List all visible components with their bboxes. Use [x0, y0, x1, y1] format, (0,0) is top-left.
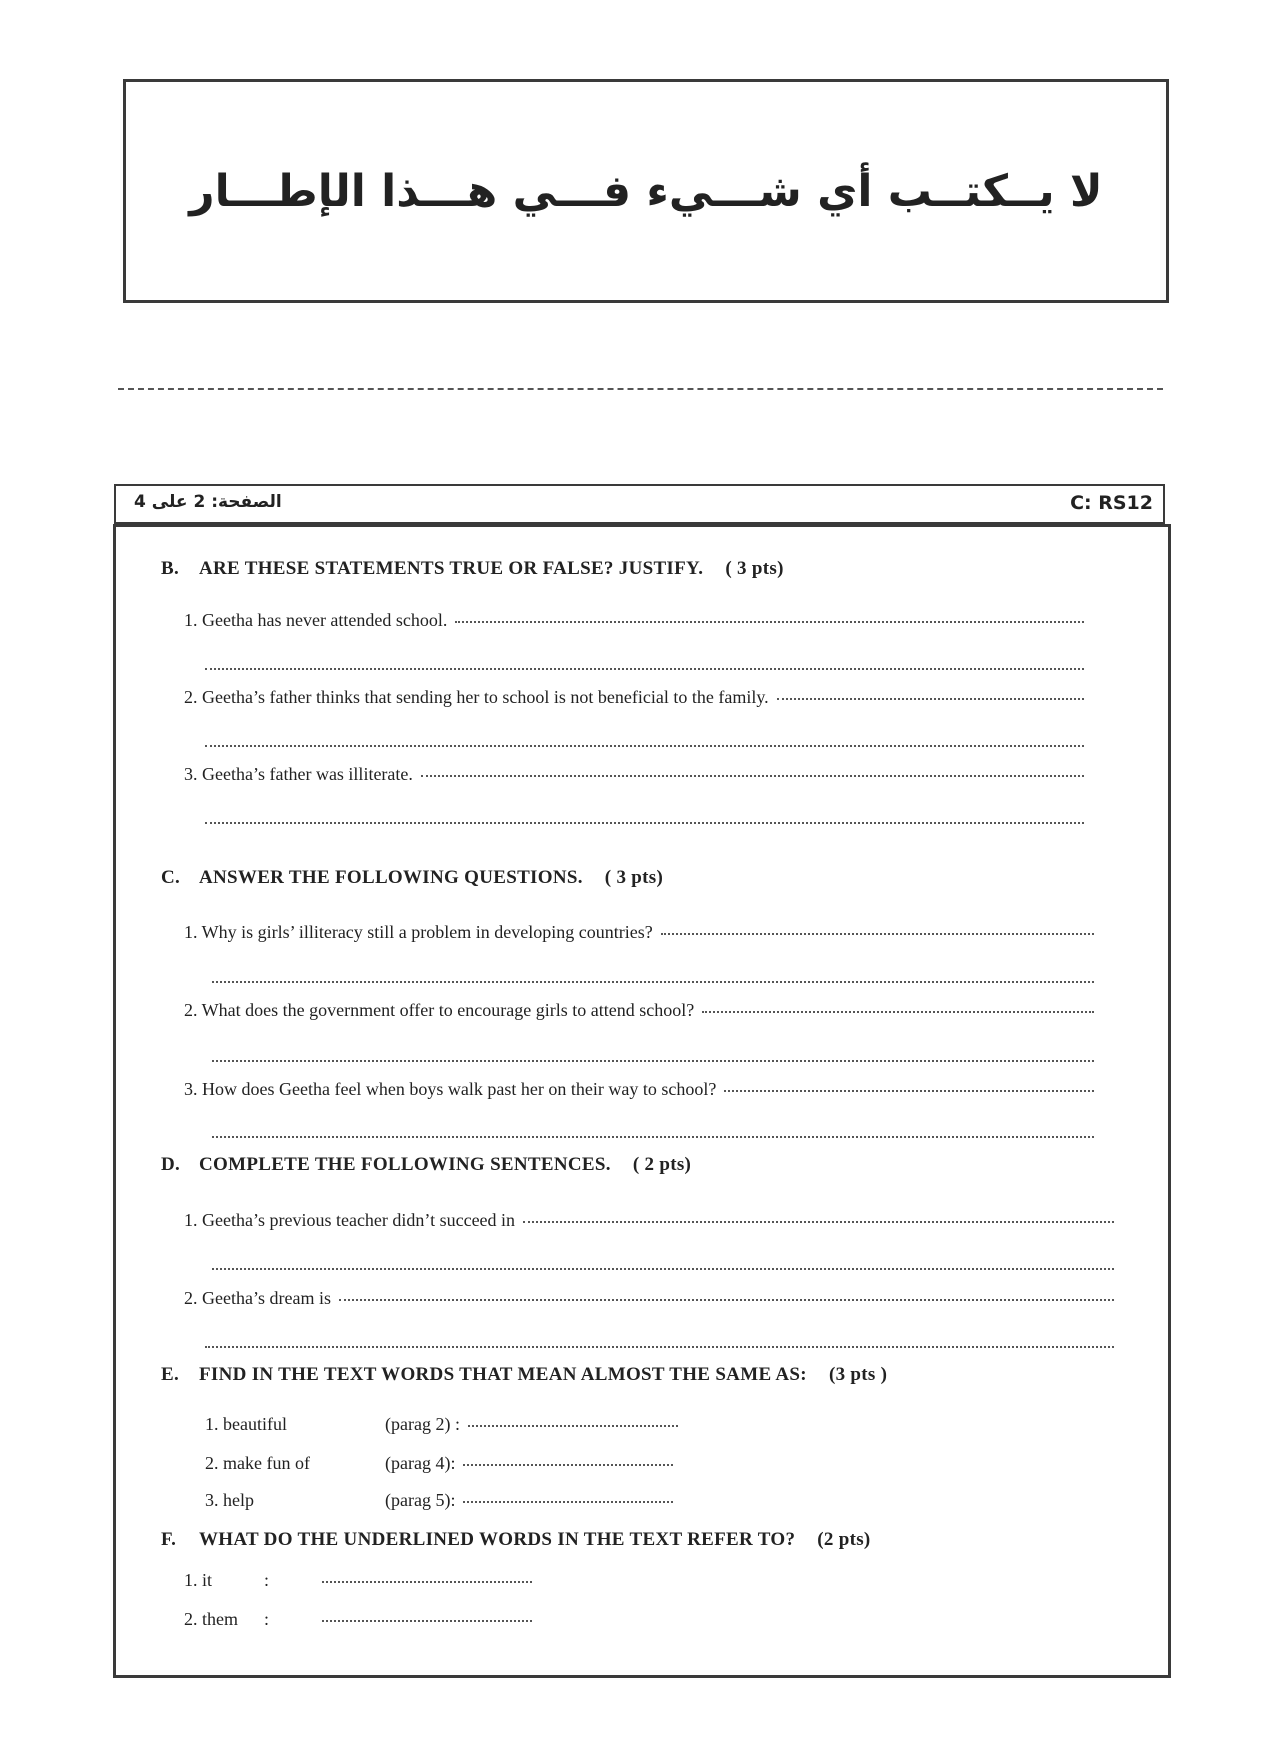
answer-dots [468, 1425, 678, 1427]
section-f-item-1-sep: : [264, 1570, 270, 1590]
section-b-heading: ARE THESE STATEMENTS TRUE OR FALSE? JUSTIFY. [199, 558, 704, 579]
section-e-item-2-paragraph: (parag 4): [385, 1453, 456, 1473]
section-c-heading: ANSWER THE FOLLOWING QUESTIONS. [199, 867, 583, 888]
answer-line[interactable] [205, 822, 1084, 824]
answer-line[interactable] [212, 1136, 1094, 1138]
section-c-letter: C. [161, 867, 181, 888]
section-d-points: ( 2 pts) [632, 1154, 692, 1175]
page-number-label: الصفحة: 2 على 4 [134, 492, 282, 512]
cut-line [118, 388, 1163, 390]
answer-line[interactable] [212, 981, 1094, 983]
section-b-points: ( 3 pts) [725, 558, 784, 579]
section-c-item-2[interactable] [184, 1000, 1094, 1021]
section-b-item-2-text: 2. Geetha’s father thinks that sending her to school is not beneficial to the family. [184, 687, 769, 707]
section-e-item-3-word: 3. help [205, 1490, 254, 1510]
section-f-item-2[interactable] [184, 1609, 532, 1630]
section-e-item-1-word: 1. beautiful [205, 1414, 287, 1434]
section-c-item-1[interactable] [184, 922, 1094, 943]
section-b-item-2[interactable] [184, 687, 1084, 708]
section-c-points: ( 3 pts) [604, 867, 664, 888]
answer-dots [322, 1620, 532, 1622]
answer-dots [421, 774, 1084, 777]
section-f-points: (2 pts) [817, 1529, 871, 1550]
answer-line[interactable] [205, 1346, 1114, 1348]
section-e-letter: E. [161, 1364, 180, 1385]
section-c-title [161, 867, 663, 889]
section-d-item-2[interactable] [184, 1288, 1114, 1309]
section-c-item-3[interactable] [184, 1079, 1094, 1100]
section-e-item-2[interactable] [205, 1453, 673, 1474]
answer-dots [661, 932, 1094, 935]
section-f-item-2-word: 2. them [184, 1609, 238, 1629]
answer-line[interactable] [205, 745, 1084, 747]
section-e-item-3[interactable] [205, 1490, 673, 1511]
section-b-title [161, 558, 784, 580]
section-f-title [161, 1529, 871, 1551]
exam-code: C: RS12 [1070, 492, 1153, 514]
answer-line[interactable] [212, 1060, 1094, 1062]
section-f-heading: WHAT DO THE UNDERLINED WORDS IN THE TEXT REFER TO? [199, 1529, 796, 1550]
section-e-heading: FIND IN THE TEXT WORDS THAT MEAN ALMOST THE SAME AS: [199, 1364, 807, 1385]
section-d-heading: COMPLETE THE FOLLOWING SENTENCES. [199, 1154, 611, 1175]
answer-dots [724, 1089, 1094, 1092]
section-e-item-2-word: 2. make fun of [205, 1453, 310, 1473]
section-f-item-1-word: 1. it [184, 1570, 213, 1590]
answer-dots [702, 1010, 1094, 1013]
answer-line[interactable] [212, 1268, 1114, 1270]
do-not-write-box [123, 79, 1169, 303]
section-b-item-3-text: 3. Geetha’s father was illiterate. [184, 764, 413, 784]
answer-dots [523, 1220, 1114, 1223]
section-f-letter: F. [161, 1529, 177, 1550]
answer-dots [455, 620, 1084, 623]
section-d-item-2-text: 2. Geetha’s dream is [184, 1288, 331, 1308]
section-e-item-1-paragraph: (parag 2) : [385, 1414, 460, 1434]
section-e-item-1[interactable] [205, 1414, 678, 1435]
section-f-item-2-sep: : [264, 1609, 270, 1629]
section-d-item-1[interactable] [184, 1210, 1114, 1231]
section-b-letter: B. [161, 558, 180, 579]
section-e-points: (3 pts ) [828, 1364, 888, 1385]
answer-line[interactable] [205, 668, 1084, 670]
answer-dots [463, 1501, 673, 1503]
section-d-title [161, 1154, 691, 1176]
section-e-title [161, 1364, 887, 1386]
section-c-item-1-text: 1. Why is girls’ illiteracy still a problem in developing countries? [184, 922, 653, 942]
section-b-item-1[interactable] [184, 610, 1084, 631]
answer-dots [777, 697, 1084, 700]
do-not-write-notice: لا يــكتــب أي شـــيء فـــي هـــذا الإطـــار [189, 165, 1103, 217]
page-header-bar [114, 484, 1165, 524]
section-c-item-3-text: 3. How does Geetha feel when boys walk past her on their way to school? [184, 1079, 717, 1099]
section-d-item-1-text: 1. Geetha’s previous teacher didn’t succeed in [184, 1210, 516, 1230]
section-f-item-1[interactable] [184, 1570, 532, 1591]
answer-dots [463, 1464, 673, 1466]
answer-dots [322, 1581, 532, 1583]
answer-dots [339, 1298, 1114, 1301]
section-e-item-3-paragraph: (parag 5): [385, 1490, 456, 1510]
section-c-item-2-text: 2. What does the government offer to encourage girls to attend school? [184, 1000, 695, 1020]
section-b-item-3[interactable] [184, 764, 1084, 785]
section-b-item-1-text: 1. Geetha has never attended school. [184, 610, 448, 630]
section-d-letter: D. [161, 1154, 181, 1175]
